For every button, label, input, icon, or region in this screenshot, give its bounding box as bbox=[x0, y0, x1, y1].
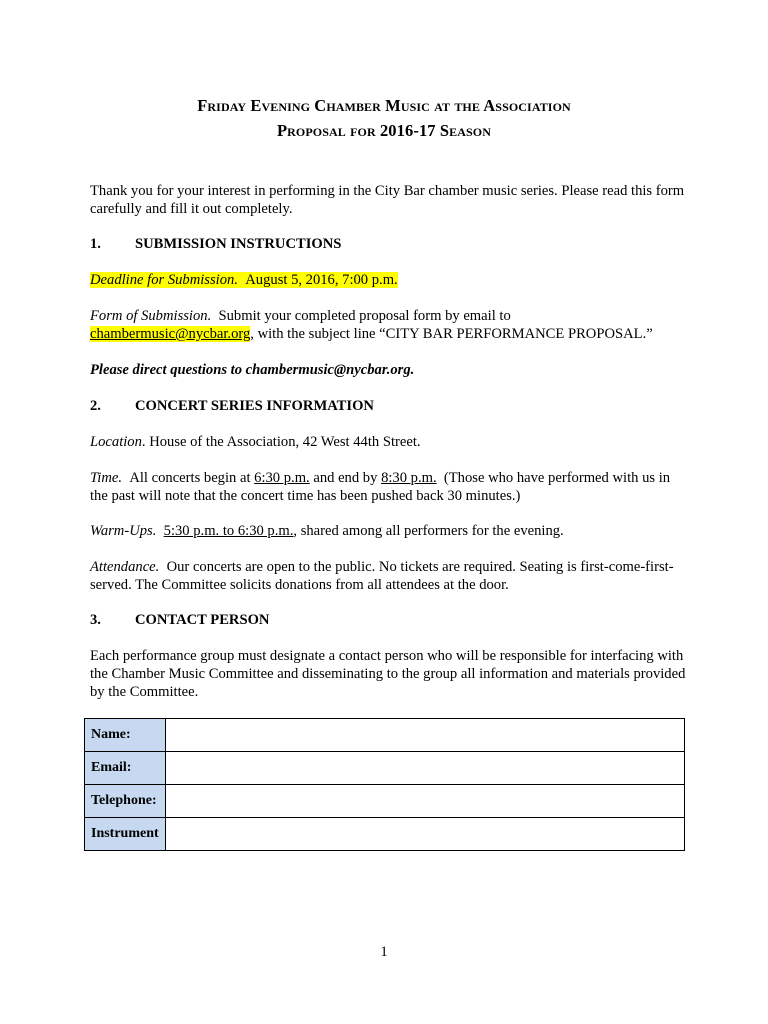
name-label: Name: bbox=[85, 719, 166, 752]
warmups-label: Warm-Ups. bbox=[90, 523, 157, 539]
warmups-time: 5:30 p.m. to 6:30 p.m. bbox=[163, 523, 294, 539]
deadline-line bbox=[90, 271, 690, 289]
deadline-value: August 5, 2016, 7:00 p.m. bbox=[245, 272, 398, 288]
contact-person-paragraph: Each performance group must designate a contact person who will be responsible for interfacing with the Chamber Music Committee and disseminating to the group all information and materials provided by the Committee. bbox=[90, 648, 686, 700]
section-2-heading bbox=[90, 397, 690, 415]
table-row bbox=[85, 752, 685, 785]
section-1-heading bbox=[90, 235, 690, 253]
section-3-heading bbox=[90, 611, 690, 629]
section-1-title: SUBMISSION INSTRUCTIONS bbox=[135, 236, 342, 252]
telephone-field[interactable] bbox=[166, 785, 685, 818]
email-link[interactable]: chambermusic@nycbar.org bbox=[90, 326, 251, 342]
time-end: 8:30 p.m. bbox=[381, 470, 437, 486]
page-number: 1 bbox=[380, 944, 388, 960]
form-text: Submit your completed proposal form by email to bbox=[218, 308, 511, 324]
section-3-title: CONTACT PERSON bbox=[135, 612, 270, 628]
section-2-title: CONCERT SERIES INFORMATION bbox=[135, 398, 374, 414]
instrument-label: Instrument bbox=[85, 818, 166, 851]
table-row bbox=[85, 785, 685, 818]
location-text: . House of the Association, 42 West 44th Street. bbox=[141, 434, 421, 450]
telephone-label: Telephone: bbox=[85, 785, 166, 818]
document-title-line2: Proposal for 2016-17 Season bbox=[276, 121, 491, 140]
document-title-line1: Friday Evening Chamber Music at the Association bbox=[197, 96, 571, 115]
contact-table bbox=[84, 718, 685, 851]
warmups-line bbox=[90, 522, 690, 540]
attendance-label: Attendance. bbox=[90, 559, 160, 575]
location-line bbox=[90, 433, 690, 451]
attendance-text: Our concerts are open to the public. No tickets are required. Seating is first-come-first-served. The Committee solicits donations from all attendees at the door. bbox=[90, 559, 674, 593]
table-row bbox=[85, 818, 685, 851]
time-text-1: All concerts begin at bbox=[129, 470, 251, 486]
deadline-label: Deadline for Submission. bbox=[90, 272, 238, 288]
email-field[interactable] bbox=[166, 752, 685, 785]
table-row bbox=[85, 719, 685, 752]
time-text-2: and end by bbox=[313, 470, 378, 486]
time-text-3: (Those who have performed with us in the past will note that the concert time has been pushed back 30 minutes.) bbox=[90, 470, 671, 504]
section-3-number: 3. bbox=[90, 612, 101, 628]
questions-line: Please direct questions to chambermusic@nycbar.org. bbox=[90, 362, 415, 378]
instrument-field[interactable] bbox=[166, 818, 685, 851]
email-label: Email: bbox=[85, 752, 166, 785]
form-text-2: , with the subject line “CITY BAR PERFORMANCE PROPOSAL.” bbox=[250, 326, 653, 342]
location-label: Location bbox=[90, 434, 142, 450]
form-of-submission-paragraph bbox=[90, 307, 690, 343]
name-field[interactable] bbox=[166, 719, 685, 752]
section-2-number: 2. bbox=[90, 398, 101, 414]
attendance-paragraph bbox=[90, 558, 690, 594]
intro-paragraph: Thank you for your interest in performing in the City Bar chamber music series. Please read this form carefully and fill it out completely. bbox=[90, 183, 685, 217]
section-1-number: 1. bbox=[90, 236, 101, 252]
form-label: Form of Submission. bbox=[90, 308, 212, 324]
time-paragraph bbox=[90, 469, 690, 505]
warmups-text: , shared among all performers for the evening. bbox=[293, 523, 564, 539]
time-label: Time. bbox=[90, 470, 123, 486]
time-start: 6:30 p.m. bbox=[254, 470, 310, 486]
